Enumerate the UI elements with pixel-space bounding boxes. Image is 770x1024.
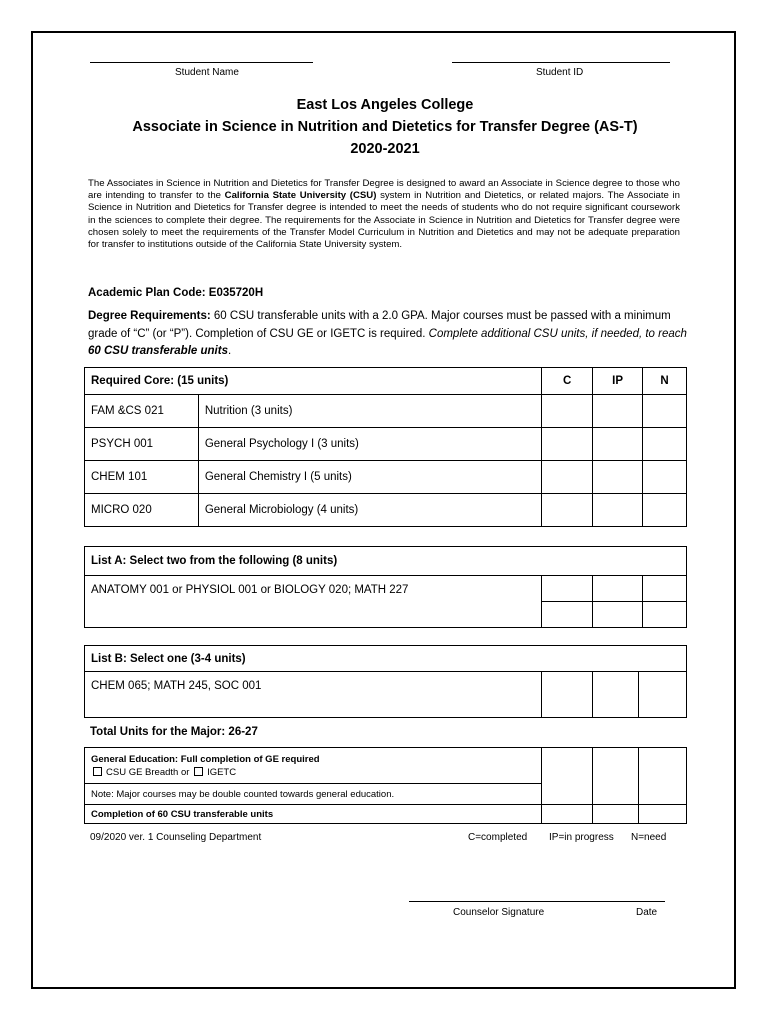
c-cell — [542, 576, 593, 602]
legend-need: N=need — [631, 832, 667, 843]
ge-completion: Completion of 60 CSU transferable units — [85, 805, 542, 824]
ip-cell — [593, 748, 639, 805]
ip-cell — [593, 461, 643, 494]
course-name: General Chemistry I (5 units) — [198, 461, 541, 494]
list-a-table — [84, 546, 687, 628]
course-name: General Psychology I (3 units) — [198, 428, 541, 461]
degree-req-label: Degree Requirements: — [88, 310, 211, 322]
general-education-table — [84, 747, 687, 824]
n-cell — [643, 602, 687, 628]
course-name: General Microbiology (4 units) — [198, 494, 541, 527]
c-cell — [542, 395, 593, 428]
intro-part2: system in Nutrition and Dietetics, or related majors. The Associate in Science in Nutrition and Dietetics for Transfer degree is intended to meet the needs of students who do not require significant coursework in the sciences to complete their degree. The requirements for the Associate in Science in Nutrition and Dietetics for Transfer degree were chosen solely to meet the requirements of the Transfer Model Curriculum in Nutrition and Dietetics and may not be adequate preparation for transfer to institutions outside of the California State University system. — [88, 190, 680, 251]
course-name: Nutrition (3 units) — [198, 395, 541, 428]
list-b-title: List B: Select one (3-4 units) — [85, 646, 687, 672]
c-cell — [542, 494, 593, 527]
c-cell — [542, 748, 593, 805]
n-cell — [643, 576, 687, 602]
course-code: PSYCH 001 — [85, 428, 199, 461]
signature-line — [409, 901, 665, 902]
ge-note: Note: Major courses may be double counted towards general education. — [85, 784, 542, 805]
table-row — [85, 494, 687, 527]
n-cell — [643, 494, 687, 527]
year-title: 2020-2021 — [350, 141, 420, 157]
degree-req-end: . — [227, 345, 232, 357]
college-title: East Los Angeles College — [296, 97, 474, 113]
n-cell — [643, 461, 687, 494]
course-code: MICRO 020 — [85, 494, 199, 527]
academic-plan-code: Academic Plan Code: E035720H — [88, 287, 264, 299]
ge-title: General Education: Full completion of GE required — [91, 753, 320, 765]
c-cell — [542, 602, 593, 628]
required-core-table — [84, 367, 687, 527]
n-cell — [643, 395, 687, 428]
course-code: FAM &CS 021 — [85, 395, 199, 428]
c-cell — [542, 428, 593, 461]
list-b-table — [84, 645, 687, 718]
col-ip-header: IP — [593, 368, 643, 395]
signature-label: Counselor Signature — [453, 907, 545, 918]
version-text: 09/2020 ver. 1 Counseling Department — [90, 832, 262, 843]
c-cell — [542, 461, 593, 494]
col-c-header: C — [542, 368, 593, 395]
table-row — [85, 428, 687, 461]
student-id-label: Student ID — [536, 67, 584, 78]
table-row — [85, 395, 687, 428]
igetc-checkbox[interactable] — [194, 767, 203, 776]
list-a-title: List A: Select two from the following (8 units) — [85, 547, 687, 576]
degree-requirements — [88, 308, 688, 361]
n-cell — [639, 672, 687, 718]
degree-req-italic: Complete additional CSU units, if needed, to reach — [428, 327, 687, 340]
ip-cell — [593, 395, 643, 428]
student-name-line — [90, 62, 313, 63]
legend-in-progress: IP=in progress — [549, 832, 614, 843]
n-cell — [639, 748, 687, 805]
list-a-courses: ANATOMY 001 or PHYSIOL 001 or BIOLOGY 020; MATH 227 — [85, 576, 542, 628]
degree-req-bold-italic: 60 CSU transferable units — [88, 345, 228, 357]
intro-part1: The Associates in Science in Nutrition and Dietetics for Transfer Degree is designed to award an Associate in Science degree to those who are intending to transfer to the — [88, 178, 680, 202]
ip-cell — [593, 494, 643, 527]
date-label: Date — [636, 907, 658, 918]
degree-req-text: 60 CSU transferable units with a 2.0 GPA. Major courses must be passed with a minimum grade of “C” (or “P”). Completion of CSU GE or IGETC is required. — [88, 310, 671, 340]
table-row — [85, 461, 687, 494]
ip-cell — [593, 602, 643, 628]
intro-paragraph — [88, 178, 680, 251]
core-title: Required Core: (15 units) — [85, 368, 542, 395]
ip-cell — [593, 428, 643, 461]
student-name-label: Student Name — [175, 67, 239, 78]
col-n-header: N — [643, 368, 687, 395]
c-cell — [542, 672, 593, 718]
n-cell — [639, 805, 687, 824]
ge-option2: IGETC — [207, 766, 237, 778]
degree-title: Associate in Science in Nutrition and Dietetics for Transfer Degree (AS-T) — [132, 119, 638, 135]
ip-cell — [593, 576, 643, 602]
list-b-courses: CHEM 065; MATH 245, SOC 001 — [85, 672, 542, 718]
csu-ge-checkbox[interactable] — [93, 767, 102, 776]
legend-completed: C=completed — [468, 832, 528, 843]
ge-cell — [85, 748, 542, 784]
student-id-line — [452, 62, 670, 63]
ge-option1: CSU GE Breadth or — [106, 766, 190, 778]
total-units: Total Units for the Major: 26-27 — [90, 726, 258, 738]
ip-cell — [593, 672, 639, 718]
ip-cell — [593, 805, 639, 824]
c-cell — [542, 805, 593, 824]
intro-bold: California State University (CSU) — [224, 190, 377, 202]
course-code: CHEM 101 — [85, 461, 199, 494]
n-cell — [643, 428, 687, 461]
